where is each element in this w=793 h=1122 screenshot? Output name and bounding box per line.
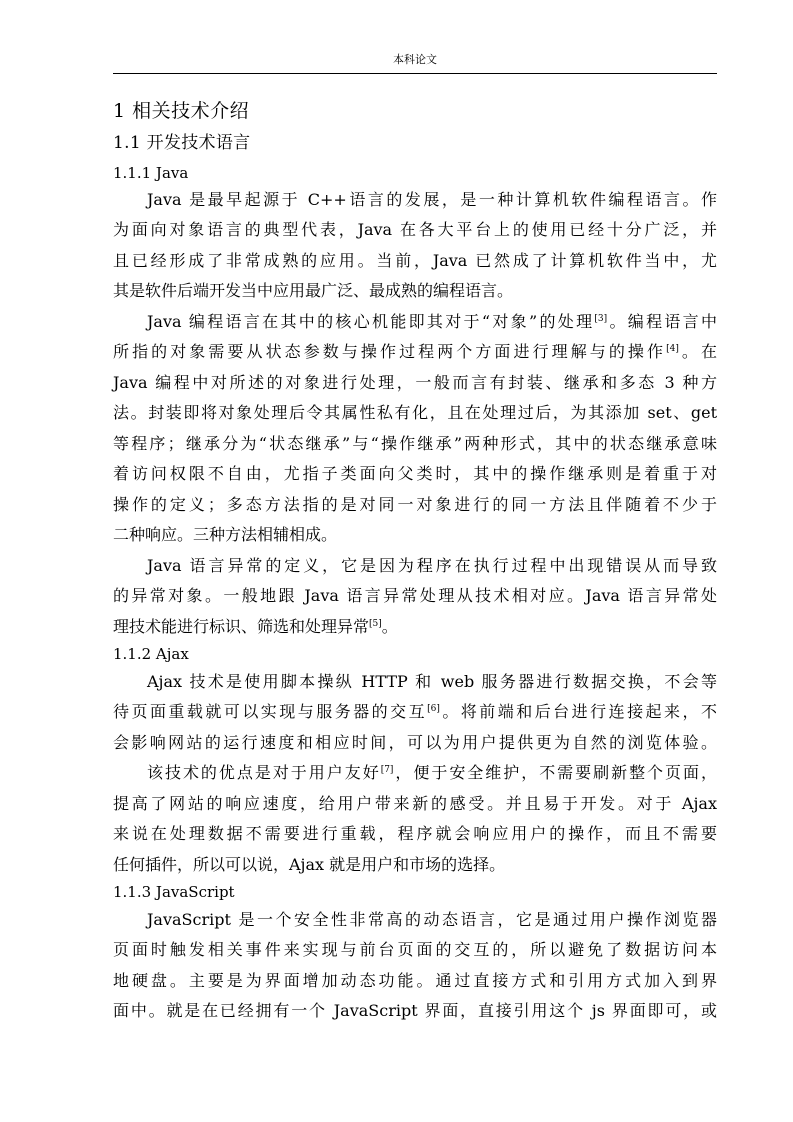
header-title: 本科论文 — [393, 53, 437, 66]
paragraph-line: JavaScript 是一个安全性非常高的动态语言，它是通过用户操作浏览器 — [147, 910, 717, 929]
paragraph-line: 任何插件，所以可以说，Ajax 就是用户和市场的选择。 — [113, 855, 506, 874]
section-heading-1-1-1: 1.1.1 Java — [113, 164, 189, 182]
paragraph-line: Ajax 技术是使用脚本操纵 HTTP 和 web 服务器进行数据交换，不会等 — [147, 672, 717, 691]
section-heading-1: 1 相关技术介绍 — [113, 100, 250, 122]
paragraph-line — [113, 342, 717, 362]
paragraph-line: 面中。就是在已经拥有一个 JavaScript 界面，直接引用这个 js 界面即可，或 — [113, 1001, 717, 1020]
citation-ref: [6] — [427, 704, 440, 714]
paragraph-line: 为面向对象语言的典型代表，Java 在各大平台上的使用已经十分广泛，并 — [113, 220, 717, 239]
paragraph-line — [113, 702, 717, 722]
paragraph-line — [147, 763, 717, 783]
paragraph-line: 地硬盘。主要是为界面增加动态功能。通过直接方式和引用方式加入到界 — [113, 971, 717, 990]
paragraph-line: Java 编程中对所述的对象进行处理，一般而言有封装、继承和多态 3 种方 — [113, 373, 717, 392]
citation-ref: [4] — [666, 344, 679, 354]
paragraph-line: 操作的定义；多态方法指的是对同一对象进行的同一方法且伴随着不少于 — [113, 495, 717, 514]
paragraph-line: 等程序；继承分为“状态继承”与“操作继承”两种形式，其中的状态继承意味 — [113, 434, 717, 453]
paragraph-line: 法。封装即将对象处理后令其属性私有化，且在处理过后，为其添加 set、get — [113, 403, 717, 422]
paragraph-line: Java 是最早起源于 C++语言的发展，是一种计算机软件编程语言。作 — [147, 190, 717, 209]
paragraph-line: 的异常对象。一般地跟 Java 语言异常处理从技术相对应。Java 语言异常处 — [113, 586, 717, 605]
text-run: 。将前端和后台进行连接起来，不 — [439, 702, 717, 721]
section-heading-1-1: 1.1 开发技术语言 — [113, 133, 251, 153]
paragraph-line: Java 语言异常的定义，它是因为程序在执行过程中出现错误从而导致 — [147, 556, 717, 575]
text-run: 。 — [381, 617, 398, 636]
citation-ref: [5] — [369, 619, 382, 629]
section-heading-1-1-2: 1.1.2 Ajax — [113, 645, 189, 663]
paragraph-line: 页面时触发相关事件来实现与前台页面的交互的，所以避免了数据访问本 — [113, 940, 717, 959]
section-heading-1-1-3: 1.1.3 JavaScript — [113, 883, 235, 901]
text-run: 。在 — [678, 342, 717, 361]
text-run: Java 编程语言在其中的核心机能即其对于“对象”的处理 — [147, 312, 595, 331]
paragraph-line — [113, 617, 717, 637]
paragraph-line: 其是软件后端开发当中应用最广泛、最成熟的编程语言。 — [113, 281, 514, 300]
paragraph-line: 着访问权限不自由，尤指子类面向父类时，其中的操作继承则是着重于对 — [113, 464, 717, 483]
paragraph-line: 来说在处理数据不需要进行重载，程序就会响应用户的操作，而且不需要 — [113, 824, 717, 843]
paragraph-line: 会影响网站的运行速度和相应时间，可以为用户提供更为自然的浏览体验。 — [113, 733, 717, 752]
text-run: 待页面重载就可以实现与服务器的交互 — [113, 702, 428, 721]
paragraph-line: 且已经形成了非常成熟的应用。当前，Java 已然成了计算机软件当中，尤 — [113, 251, 717, 270]
text-run: ，便于安全维护，不需要刷新整个页面， — [393, 763, 717, 782]
paragraph-line: 提高了网站的响应速度，给用户带来新的感受。并且易于开发。对于 Ajax — [113, 794, 717, 813]
text-run: 该技术的优点是对于用户友好 — [147, 763, 381, 782]
header-rule — [113, 73, 717, 74]
text-run: 。编程语言中 — [607, 312, 717, 331]
text-run: 理技术能进行标识、筛选和处理异常 — [113, 617, 370, 636]
citation-ref: [7] — [380, 765, 394, 775]
text-run: 所指的对象需要从状态参数与操作过程两个方面进行理解与的操作 — [113, 342, 667, 361]
paragraph-line: 二种响应。三种方法相辅相成。 — [113, 525, 338, 544]
citation-ref: [3] — [594, 314, 608, 324]
paragraph-line — [147, 312, 717, 332]
